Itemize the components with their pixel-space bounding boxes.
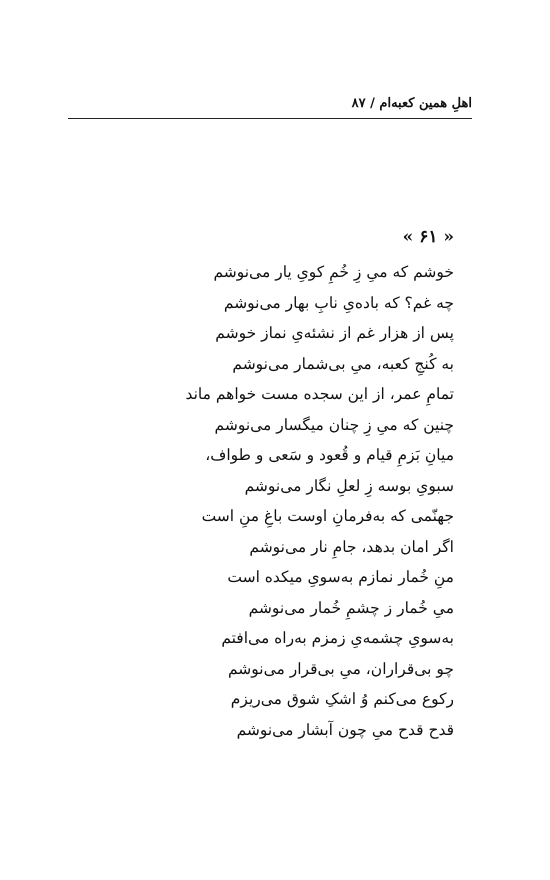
poem-line: قدح قدح میِ چون آبشار می‌نوشم (236, 720, 454, 739)
poem-line: سبویِ بوسه زِ لعلِ نگار می‌نوشم (244, 476, 454, 495)
poem-line: تمامِ عمر، از این سجده مست خواهم ماند (185, 385, 454, 403)
poem-line: پس از هزار غم از نشئه‌یِ نماز خوشم (215, 324, 454, 342)
running-header: اهلِ همین کعبه‌ام / ۸۷ (351, 96, 472, 111)
poem-line: میانِ بَزمِ قیام و قُعود و سَعی و طواف، (205, 446, 454, 464)
poem-body (74, 257, 454, 745)
poem-line: به‌سویِ چشمه‌یِ زمزم به‌راه می‌افتم (221, 629, 454, 647)
header-rule (68, 118, 472, 119)
poem-line: جهنّمی که به‌فرمانِ اوست باغِ منِ است (201, 507, 454, 525)
poem-line: میِ خُمار ز چشمِ خُمار می‌نوشم (248, 598, 454, 617)
poem-line: چه غم؟ که باده‌یِ نابِ بهار می‌نوشم (223, 293, 454, 312)
poem-line: چو بی‌قراران، میِ بی‌قرار می‌نوشم (227, 659, 454, 678)
poem-line: منِ خُمار نمازم به‌سویِ میکده است (227, 568, 454, 586)
poem-line: رکوع می‌کنم وُ اشکِ شوق می‌ریزم (230, 690, 454, 708)
poem-line: چنین که میِ زِ چنان میگسار می‌نوشم (214, 415, 454, 434)
poem-line: اگر امان بدهد، جامِ نار می‌نوشم (249, 537, 454, 556)
poem-line: خوشم که میِ زِ خُمِ کویِ یار می‌نوشم (213, 263, 454, 281)
poem-number: « ۶۱ » (402, 227, 454, 247)
poem-line: به کُنجِ کعبه، میِ بی‌شمار می‌نوشم (232, 354, 454, 373)
